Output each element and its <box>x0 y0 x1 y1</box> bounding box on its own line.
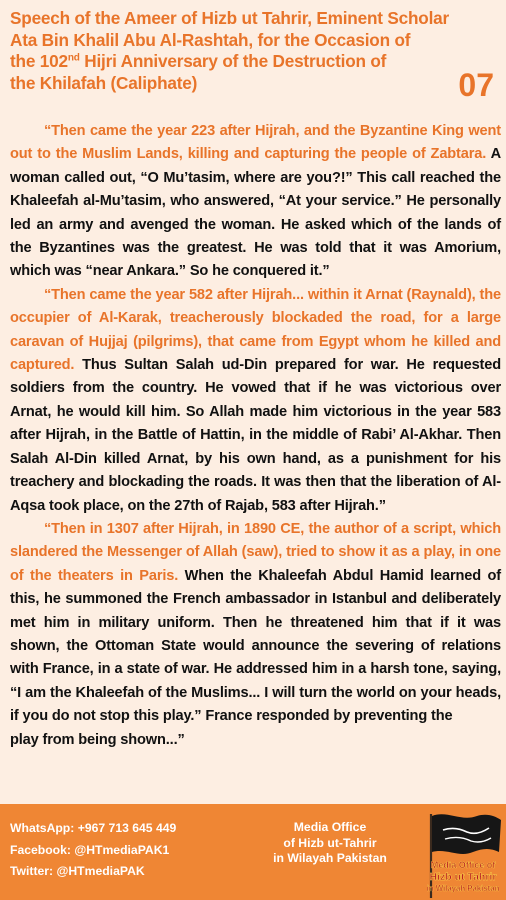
paragraph-2-text: Thus Sultan Salah ud-Din prepared for war. He requested soldiers from the country. He vowed that if he was victorious over Arnat, he would kill him. So Allah made him victorious in the year 583 after Hijrah, in the Battle of Hattin, in the middle of Rabi’ Al-Akhar. Then Salah Al-Din killed Arnat, by his own hand, as a punishment for his treachery and blockading the roads. It was then that the liberation of Al-Aqsa took place, on the 27th of Rajab, 583 after Hijrah.” <box>10 357 501 514</box>
twitter-contact: Twitter: @HTmediaPAK <box>10 864 145 878</box>
speech-body <box>10 120 501 752</box>
office-line-2: of Hizb ut-Tahrir <box>283 835 377 850</box>
office-line-1: Media Office <box>293 820 367 834</box>
logo-text-2: Hizb ut Tahrir <box>429 871 497 883</box>
page-number: 07 <box>458 67 494 103</box>
page-title <box>10 8 450 94</box>
paragraph-3-last-line: play from being shown...” <box>10 731 185 748</box>
footer <box>0 804 506 900</box>
title-line-4: the Khilafah (Caliphate) <box>10 72 198 93</box>
whatsapp-contact: WhatsApp: +967 713 645 449 <box>10 821 177 835</box>
paragraph-3 <box>10 518 501 729</box>
paragraph-1 <box>10 120 501 284</box>
title-line-1: Speech of the Ameer of Hizb ut Tahrir, Eminent Scholar <box>10 8 450 28</box>
title-line-3-pre: the 102 <box>10 51 68 71</box>
paragraph-2-highlight: “Then came the year 582 after Hijrah... within it Arnat (Raynald), the occupier of Al-Karak, treacherously blockaded the road, for a large caravan of Hujjaj (pilgrims), that came from Egypt whom he killed and captured. <box>10 286 501 374</box>
black-flag-icon <box>432 814 501 854</box>
facebook-contact: Facebook: @HTmediaPAK1 <box>10 842 170 857</box>
title-line-2: Ata Bin Khalil Abu Al-Rashtah, for the Occasion of <box>10 29 411 50</box>
title-line-3-post: Hijri Anniversary of the Destruction of <box>79 51 387 71</box>
paragraph-1-highlight: “Then came the year 223 after Hijrah, and the Byzantine King went out to the Muslim Lands, killing and capturing the people of Zabtara. <box>10 123 501 163</box>
paragraph-2 <box>10 284 501 518</box>
title-line-3 <box>10 51 450 73</box>
office-line-3: in Wilayah Pakistan <box>273 851 387 865</box>
logo-text-3: in Wilayah Pakistan <box>426 884 500 893</box>
media-office-logo <box>415 808 505 900</box>
paragraph-3-text: When the Khaleefah Abdul Hamid learned of this, he summoned the French ambassador in Istanbul and deliberately met him in military uniform. Then he threatened him that if it was shown, the Ottoman State would announce the severing of relations with France, in a state of war. He addressed him in a harsh tone, saying, “I am the Khaleefah of the Muslims... I will turn the world on your heads, if you do not stop this play.” France responded by preventing the <box>10 567 501 725</box>
title-ordinal-suffix: nd <box>67 52 80 64</box>
logo-text-1: Media Office of <box>430 860 496 870</box>
contact-list <box>10 818 176 883</box>
paragraph-1-text: A woman called out, “O Mu’tasim, where are you?!” This call reached the Khaleefah al-Mu’tasim, who answered, “At your service.” He personally led an army and avenged the woman. He asked which of the lands of the Byzantines was the greatest. He was told that it was Amorium, which was “near Ankara.” So he conquered it.” <box>10 146 501 280</box>
media-office-label <box>262 820 398 867</box>
paragraph-3-highlight: “Then in 1307 after Hijrah, in 1890 CE, the author of a script, which slandered the Messenger of Allah (saw), tried to show it as a play, in one of the theaters in Paris. <box>10 520 501 584</box>
